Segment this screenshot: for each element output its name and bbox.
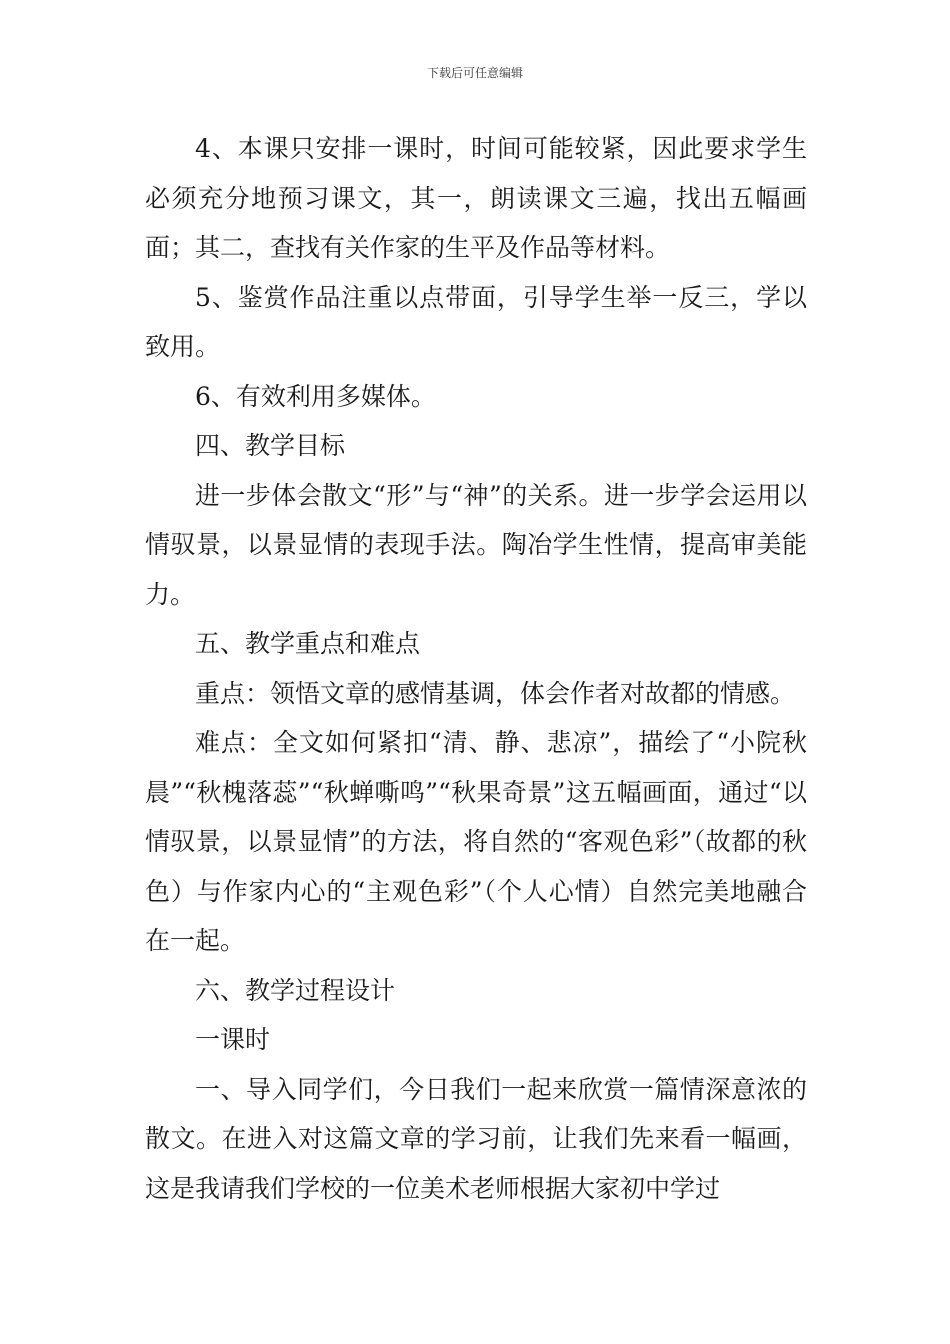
paragraph-preview-requirement: 4、本课只安排一课时，时间可能较紧，因此要求学生必须充分地预习课文，其一，朗读课文三遍，找出五幅画面；其二，查找有关作家的生平及作品等材料。 [145,134,807,262]
page-header-note: 下载后可任意编辑 [426,66,523,80]
paragraph-appreciation-method: 5、鉴赏作品注重以点带面，引导学生举一反三，学以致用。 [145,282,807,361]
section-heading-key-points: 五、教学重点和难点 [195,629,421,658]
paragraph-multimedia: 6、有效利用多媒体。 [195,381,436,411]
paragraph-introduction: 一、导入同学们，今日我们一起来欣赏一篇情深意浓的散文。在进入对这篇文章的学习前，让我们先来看一幅画，这是我请我们学校的一位美术老师根据大家初中学过 [145,1074,807,1203]
section-heading-teaching-goals: 四、教学目标 [195,431,346,460]
paragraph-one-lesson: 一课时 [195,1025,271,1054]
paragraph-key-point: 重点：领悟文章的感情基调，体会作者对故都的情感。 [195,678,796,708]
section-heading-process-design: 六、教学过程设计 [195,975,396,1005]
paragraph-difficult-point: 难点：全文如何紧扣“清、静、悲凉”，描绘了“小院秋晨”“秋槐落蕊”“秋蝉嘶鸣”“秋果奇景”这五幅画面，通过“以情驭景，以景显情”的方法，将自然的“客观色彩”（故都的秋色）与作家内心的“主观色彩”（个人心情）自然完美地融合在一起。 [145,728,807,955]
paragraph-teaching-goals: 进一步体会散文“形”与“神”的关系。进一步学会运用以情驭景，以景显情的表现手法。陶冶学生性情，提高审美能力。 [145,480,807,609]
document-body [145,124,807,1213]
